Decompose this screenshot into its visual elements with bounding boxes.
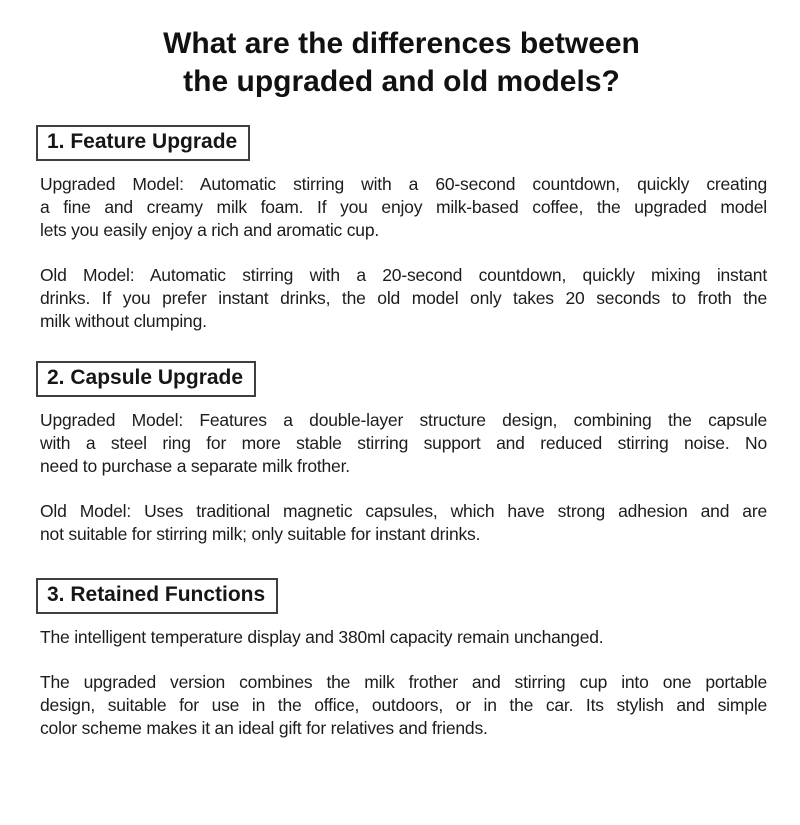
- paragraph-capsule-old-model: Old Model: Uses traditional magnetic capsules, which have strong adhesion and are not suitable for stirring milk; only suitable for instant drinks.: [40, 501, 767, 544]
- paragraph-feature-upgraded-model: Upgraded Model: Automatic stirring with a 60-second countdown, quickly creating a fine and creamy milk foam. If you enjoy milk-based coffee, the upgraded model lets you easily enjoy a rich and aromatic cup.: [40, 174, 767, 240]
- paragraph-capsule-upgraded-model: Upgraded Model: Features a double-layer structure design, combining the capsule with a steel ring for more stable stirring support and reduced stirring noise. No need to purchase a separate milk frother.: [40, 410, 767, 476]
- section-retained-functions: [36, 578, 767, 740]
- section-heading-capsule-upgrade: 2. Capsule Upgrade: [36, 361, 256, 397]
- page-title: What are the differences between the upgraded and old models?: [163, 27, 640, 98]
- section-heading-retained-functions: 3. Retained Functions: [36, 578, 278, 614]
- section-capsule-upgrade: [36, 361, 767, 546]
- paragraph-retained-capacity: The intelligent temperature display and 380ml capacity remain unchanged.: [40, 627, 604, 647]
- section-heading-feature-upgrade: 1. Feature Upgrade: [36, 125, 250, 161]
- paragraph-retained-portable-design: The upgraded version combines the milk frother and stirring cup into one portable design, suitable for use in the office, outdoors, or in the car. Its stylish and simple color scheme makes it an ideal gift for relatives and friends.: [40, 672, 767, 738]
- section-feature-upgrade: [36, 125, 767, 333]
- paragraph-feature-old-model: Old Model: Automatic stirring with a 20-second countdown, quickly mixing instant drinks. If you prefer instant drinks, the old model only takes 20 seconds to froth the milk without clumping.: [40, 265, 767, 331]
- document-page: [0, 25, 800, 825]
